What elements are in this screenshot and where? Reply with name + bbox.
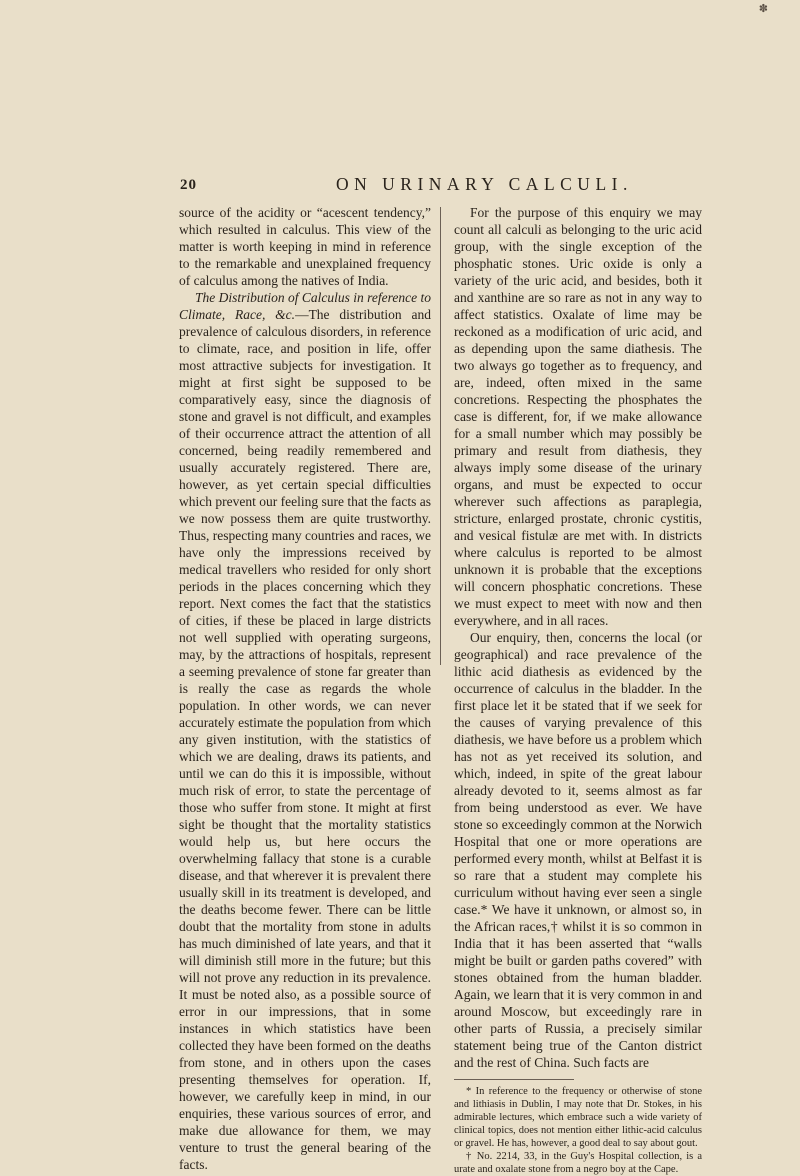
footnotes <box>454 1085 702 1176</box>
footnote: † No. 2214, 33, in the Guy's Hospital collection, is a urate and oxalate stone from a negro boy at the Cape. <box>454 1151 702 1175</box>
page-number: 20 <box>180 177 197 193</box>
right-column <box>454 204 702 1176</box>
paragraph-body: —The distribution and prevalence of calculous disorders, in reference to climate, race, and position in life, offer most attractive subjects for investigation. It might at first sight be supposed to be comparatively easy, since the diagnosis of stone and gravel is not difficult, and examples of their occurrence attract the attention of all concerned, being readily remembered and usually accurately registered. There are, however, as yet certain special difficulties which prevent our feeling sure that the facts as we now possess them are quite trustworthy. Thus, respecting many countries and races, we have only the impressions received by medical travellers who resided for only short periods in the places concerning which they report. Next comes the fact that the statistics of cities, if these be placed in large districts not well supplied with operating surgeons, may, by the attractions of hospitals, represent a seeming prevalence of stone far greater than is really the case as regards the whole population. In other words, we can never accurately estimate the population from which any given institution, with the statistics of which we are dealing, draws its patients, and until we can do this it is impossible, without much risk of error, to state the percentage of those who suffer from stone. It might at first sight be thought that the mortality statistics would help us, but here occurs the overwhelming fallacy that stone is a curable disease, and that wherever it is prevalent there usually skill in its treatment is developed, and the deaths become fewer. There can be little doubt that the mortality from stone in adults has much diminished of late years, and that it will diminish still more in the future; but this will not prove any reduction in its prevalence. It must be noted also, as a possible source of error in our impressions, that in some instances in which statistics have been collected they have been formed on the deaths from stone, and in others upon the cases presenting themselves for operation. If, however, we carefully keep in mind, in our enquiries, these various sources of error, and make due allowance for them, we may venture to trust the general bearing of the facts. <box>179 307 431 1172</box>
section-heading: The Distribution of Calculus in reference to Climate, Race, &c. <box>179 290 431 322</box>
footnote-rule <box>454 1079 574 1080</box>
paragraph: source of the acidity or “acescent tendency,” which resulted in calculus. This view of the matter is worth keeping in mind in reference to the remarkable and unexplained frequency of calculus among the natives of India. <box>179 205 431 288</box>
paragraph <box>179 289 431 1173</box>
footnote: * In reference to the frequency or otherwise of stone and lithiasis in Dublin, I may note that Dr. Stokes, in his admirable lectures, which embrace such a wide variety of clinical topics, does not mention either lithic-acid calculus or gravel. He has, however, a good deal to say about gout. <box>454 1086 702 1149</box>
paragraph: Our enquiry, then, concerns the local (or geographical) and race prevalence of the lithic acid diathesis as evidenced by the occurrence of calculus in the bladder. In the first place let it be stated that if we seek for the causes of varying prevalence of this diathesis, we have before us a problem which has not as yet received its solution, and which, indeed, in spite of the great labour already devoted to it, seems almost as far from being understood as ever. We have stone so exceedingly common at the Norwich Hospital that one or more operations are performed every month, whilst at Belfast it is so rare that a student may complete his curriculum without having ever seen a single case.* We have it unknown, or almost so, in the African races,† whilst it is so common in India that it has been asserted that “walls might be built or garden paths covered” with stones obtained from the human bladder. Again, we learn that it is very common in and around Moscow, but exceedingly rare in other parts of Russia, a precisely similar statement being true of the Canton district and the rest of China. Such facts are <box>454 630 702 1070</box>
running-title: ON URINARY CALCULI. <box>336 174 633 194</box>
left-column <box>179 204 431 1173</box>
column-divider <box>440 207 441 665</box>
page-corner-mark: ✽ <box>758 3 768 15</box>
paragraph: For the purpose of this enquiry we may count all calculi as belonging to the uric acid group, with the single exception of the phosphatic stones. Uric oxide is only a variety of the uric acid, and besides, both it and xanthine are so rare as not in any way to affect statistics. Oxalate of lime may be reckoned as a modification of uric acid, and as depending upon the same diathesis. The two always go together as to frequency, and are, indeed, often mixed in the same concretions. Respecting the phosphates the case is different, for, if we make allowance for a small number which may possibly be primary and result from diathesis, they always imply some disease of the urinary organs, and must be expected to occur wherever such affections as paraplegia, stricture, enlarged prostate, chronic cystitis, and vesical fistulæ are met with. In districts where calculus is reported to be almost unknown it is probable that the exceptions will concern phosphatic concretions. These we must expect to meet with now and then everywhere, and in all races. <box>454 205 702 628</box>
